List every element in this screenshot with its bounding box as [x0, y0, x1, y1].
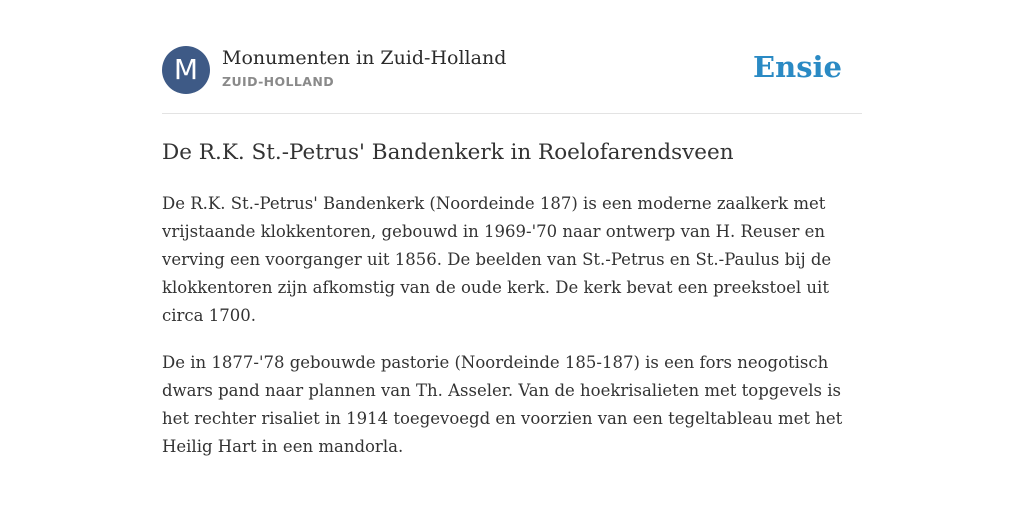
- source-subtitle[interactable]: ZUID-HOLLAND: [222, 74, 334, 89]
- source-title[interactable]: Monumenten in Zuid-Holland: [222, 47, 507, 69]
- brand-logo[interactable]: Ensie: [753, 50, 842, 84]
- header-divider: [162, 113, 862, 114]
- article: [162, 138, 862, 480]
- article-paragraph: De R.K. St.-Petrus' Bandenkerk (Noordeinde 187) is een moderne zaalkerk met vrijstaande klokkentoren, gebouwd in 1969-'70 naar ontwerp van H. Reuser en verving een voorganger uit 1856. De beelden van St.-Petrus en St.-Paulus bij de klokkentoren zijn afkomstig van de oude kerk. De kerk bevat een preekstoel uit circa 1700.: [162, 194, 832, 325]
- article-title: De R.K. St.-Petrus' Bandenkerk in Roelofarendsveen: [162, 140, 734, 165]
- header: [162, 46, 862, 96]
- source-avatar[interactable]: M: [162, 46, 210, 94]
- article-paragraph: De in 1877-'78 gebouwde pastorie (Noordeinde 185-187) is een fors neogotisch dwars pand naar plannen van Th. Asseler. Van de hoekrisalieten met topgevels is het rechter risaliet in 1914 toegevoegd en voorzien van een tegeltableau met het Heilig Hart in een mandorla.: [162, 353, 843, 456]
